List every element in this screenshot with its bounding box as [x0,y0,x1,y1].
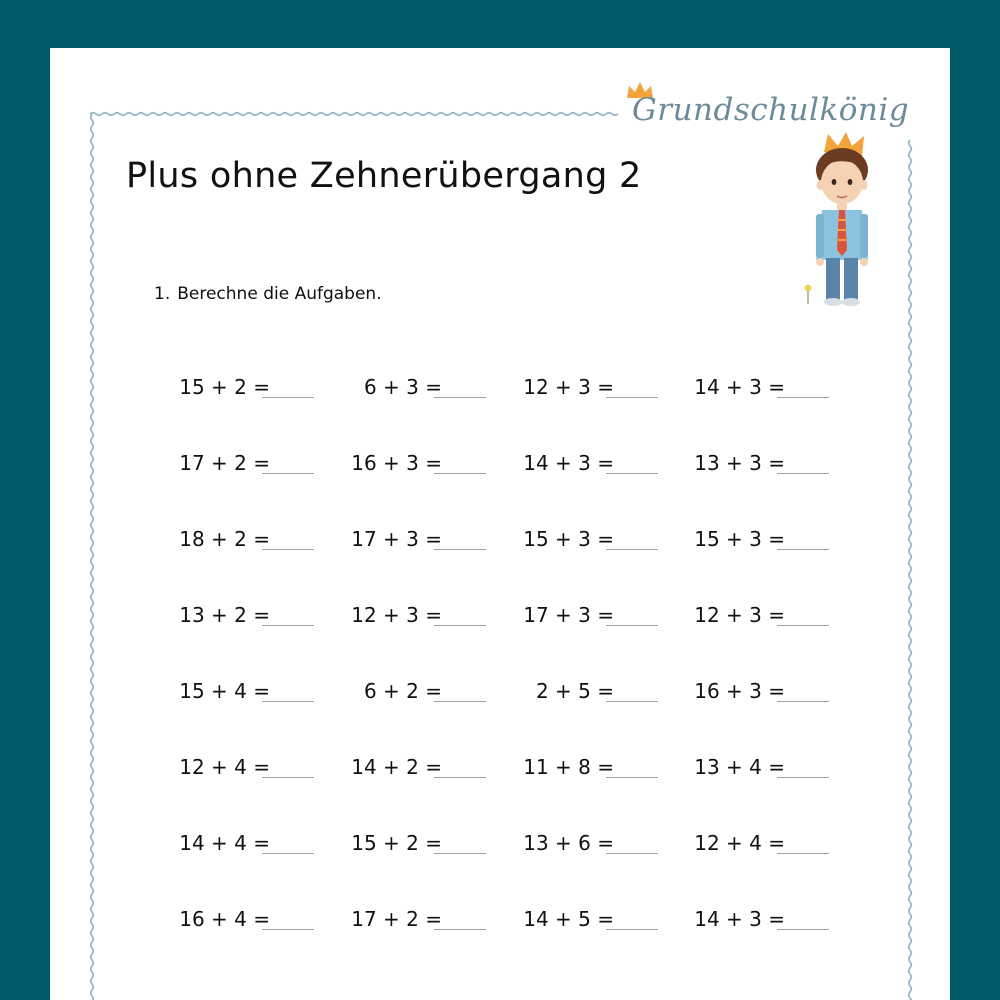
exercise-row [168,373,858,449]
exercise-item [340,373,500,403]
answer-blank[interactable] [262,473,314,474]
answer-blank[interactable] [262,929,314,930]
exercise-item [340,905,500,935]
exercise-item [512,829,672,859]
instruction-number: 1. [154,284,171,304]
exercise-expression: 6 + 2 = [363,679,442,703]
exercise-item [683,829,843,859]
answer-blank[interactable] [606,929,658,930]
exercise-item [512,449,672,479]
exercise-expression: 15 + 3 = [694,527,785,551]
task-instruction [154,284,382,304]
exercise-expression: 15 + 2 = [351,831,442,855]
answer-blank[interactable] [262,701,314,702]
exercise-item [168,829,328,859]
exercise-row [168,525,858,601]
exercise-expression: 12 + 3 = [694,603,785,627]
exercise-expression: 13 + 3 = [694,451,785,475]
exercise-expression: 16 + 3 = [694,679,785,703]
answer-blank[interactable] [434,929,486,930]
answer-blank[interactable] [777,473,829,474]
answer-blank[interactable] [434,853,486,854]
exercise-item [168,525,328,555]
answer-blank[interactable] [434,625,486,626]
exercise-expression: 14 + 5 = [523,907,614,931]
answer-blank[interactable] [434,777,486,778]
answer-blank[interactable] [606,701,658,702]
exercise-item [168,601,328,631]
exercise-expression: 13 + 4 = [694,755,785,779]
exercise-expression: 6 + 3 = [363,375,442,399]
exercise-item [340,601,500,631]
answer-blank[interactable] [777,397,829,398]
exercise-expression: 11 + 8 = [523,755,614,779]
exercise-expression: 17 + 2 = [179,451,270,475]
exercise-item [683,905,843,935]
answer-blank[interactable] [606,853,658,854]
exercise-expression: 14 + 2 = [351,755,442,779]
exercise-expression: 14 + 4 = [179,831,270,855]
answer-blank[interactable] [777,853,829,854]
instruction-text: Berechne die Aufgaben. [177,284,382,304]
exercise-item [168,753,328,783]
answer-blank[interactable] [606,397,658,398]
answer-blank[interactable] [606,473,658,474]
exercise-row [168,753,858,829]
answer-blank[interactable] [606,549,658,550]
exercise-item [340,525,500,555]
exercise-item [168,449,328,479]
answer-blank[interactable] [606,625,658,626]
exercise-item [512,905,672,935]
answer-blank[interactable] [777,777,829,778]
answer-blank[interactable] [777,549,829,550]
exercise-item [340,829,500,859]
exercise-item [683,601,843,631]
exercise-expression: 12 + 3 = [523,375,614,399]
answer-blank[interactable] [777,701,829,702]
exercise-row [168,677,858,753]
answer-blank[interactable] [606,777,658,778]
exercise-item [683,373,843,403]
exercise-expression: 16 + 4 = [179,907,270,931]
exercise-item [512,677,672,707]
exercise-row [168,905,858,981]
exercise-item [168,373,328,403]
exercise-row [168,449,858,525]
exercise-expression: 15 + 4 = [179,679,270,703]
exercise-item [512,373,672,403]
exercise-expression: 2 + 5 = [535,679,614,703]
answer-blank[interactable] [262,853,314,854]
answer-blank[interactable] [434,473,486,474]
answer-blank[interactable] [262,625,314,626]
exercise-expression: 12 + 4 = [179,755,270,779]
exercise-expression: 15 + 3 = [523,527,614,551]
exercise-item [168,677,328,707]
exercise-item [683,449,843,479]
exercise-row [168,829,858,905]
exercise-expression: 14 + 3 = [523,451,614,475]
answer-blank[interactable] [262,549,314,550]
exercise-item [340,753,500,783]
exercise-expression: 16 + 3 = [351,451,442,475]
answer-blank[interactable] [434,549,486,550]
answer-blank[interactable] [777,929,829,930]
exercise-item [512,753,672,783]
brand-logo-text: Grundschulkönig [632,92,910,128]
answer-blank[interactable] [434,397,486,398]
exercise-row [168,601,858,677]
exercise-item [340,449,500,479]
exercise-expression: 17 + 3 = [351,527,442,551]
exercise-expression: 14 + 3 = [694,907,785,931]
exercise-item [512,525,672,555]
exercise-expression: 15 + 2 = [179,375,270,399]
exercise-expression: 13 + 2 = [179,603,270,627]
exercise-item [168,905,328,935]
exercise-item [683,753,843,783]
answer-blank[interactable] [262,777,314,778]
exercise-item [340,677,500,707]
answer-blank[interactable] [777,625,829,626]
boy-mascot-illustration [802,130,882,308]
exercise-grid [168,373,858,981]
exercise-expression: 12 + 3 = [351,603,442,627]
exercise-item [683,677,843,707]
exercise-expression: 17 + 3 = [523,603,614,627]
worksheet-page [50,48,950,1000]
exercise-expression: 13 + 6 = [523,831,614,855]
exercise-expression: 18 + 2 = [179,527,270,551]
answer-blank[interactable] [434,701,486,702]
exercise-expression: 17 + 2 = [351,907,442,931]
exercise-item [683,525,843,555]
exercise-item [512,601,672,631]
worksheet-title: Plus ohne Zehnerübergang 2 [126,156,642,196]
exercise-expression: 14 + 3 = [694,375,785,399]
answer-blank[interactable] [262,397,314,398]
exercise-expression: 12 + 4 = [694,831,785,855]
